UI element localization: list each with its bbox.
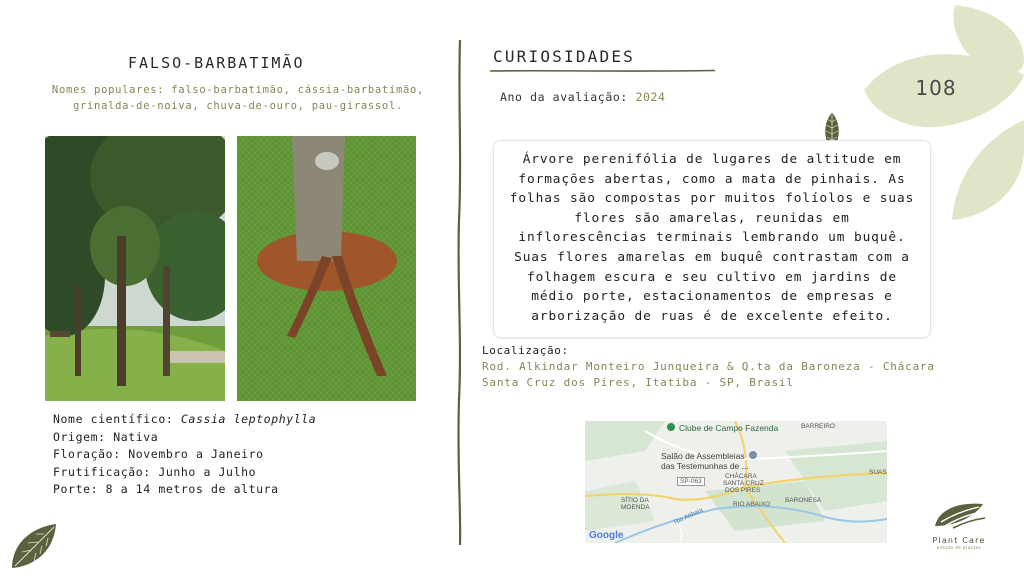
location-address: Rod. Alkindar Monteiro Junqueira & Q.ta da Baroneza - Chácara Santa Cruz dos Pires, Itatiba - SP, Brasil <box>482 360 935 389</box>
map-place-suas: SUAS <box>869 469 887 476</box>
vertical-divider <box>454 40 466 545</box>
popular-names: Nomes populares: falso-barbatimão, cássia-barbatimão, grinalda-de-noiva, chuva-de-ouro, pau-girassol. <box>51 84 425 112</box>
map-place-chacara-1: CHÁCARA <box>725 473 757 480</box>
page-number: 108 <box>915 76 957 100</box>
map-place-barreiro: BARREIRO <box>801 423 835 430</box>
year-value: 2024 <box>635 90 666 104</box>
heading-underline <box>490 68 715 74</box>
leaf-shape <box>952 120 1024 220</box>
brand-name: Plant Care <box>932 536 986 545</box>
plant-care-leaf-icon <box>931 500 987 530</box>
location-label: Localização: <box>482 344 569 357</box>
map-place-salao-1: Salão de Assembleias <box>661 451 745 461</box>
scientific-name-value: Cassia leptophylla <box>180 412 317 426</box>
map-place-sitio-1: SÍTIO DA <box>621 497 649 504</box>
map-place-salao-2: das Testemunhas de ... <box>661 461 749 471</box>
curiosities-heading: CURIOSIDADES <box>493 47 635 66</box>
flowering-line: Floração: Novembro a Janeiro <box>53 447 264 461</box>
map-place-chacara-2: SANTA CRUZ <box>723 480 764 487</box>
map-river-atibaia: Rio Atibaia <box>672 506 705 527</box>
trunk-photo <box>237 136 416 401</box>
plant-care-logo <box>922 500 996 550</box>
fruiting-line: Frutificação: Junho a Julho <box>53 464 257 479</box>
scientific-name-label: Nome científico: <box>53 412 181 426</box>
map-place-clube: Clube de Campo Fazenda <box>679 423 779 433</box>
decorative-leaf-bottom-left <box>8 522 60 572</box>
map-place-sitio-2: MOENDA <box>621 504 650 511</box>
location-map[interactable] <box>585 421 887 543</box>
origin-line: Origem: Nativa <box>53 429 159 444</box>
size-line: Porte: 8 a 14 metros de altura <box>53 482 279 496</box>
map-place-rio-abaixo: RIO ABAIXO <box>733 501 771 508</box>
trunk-photo-illustration <box>237 136 416 401</box>
species-details <box>53 411 316 499</box>
map-road-sp063: SP-063 <box>677 477 705 486</box>
google-logo <box>589 530 623 541</box>
map-place-baronesa: BARONESA <box>785 497 822 504</box>
google-logo-text: Google <box>589 530 624 541</box>
evaluation-year <box>500 90 666 104</box>
year-label: Ano da avaliação: <box>500 90 636 104</box>
map-place-chacara-3: DOS PIRES <box>725 487 761 494</box>
species-common-name: FALSO-BARBATIMÃO <box>128 54 305 72</box>
tree-photo-illustration <box>45 136 225 401</box>
tree-photo <box>45 136 225 401</box>
scientific-name-line <box>53 411 316 429</box>
curiosities-text-box: Árvore perenifólia de lugares de altitude em formações abertas, como a mata de pinhais. As folhas são compostas por muitos folíolos e suas flores são amarelas, reunidas em inflorescências terminais lembrando um buquê. Suas flores amarelas em buquê contrastam com a folhagem escura e seu cultivo em jardins de médio porte, estacionamentos de empresas e arborização de ruas é de excelente efeito. <box>493 140 931 338</box>
brand-tagline: estudo de plantas <box>936 545 982 550</box>
